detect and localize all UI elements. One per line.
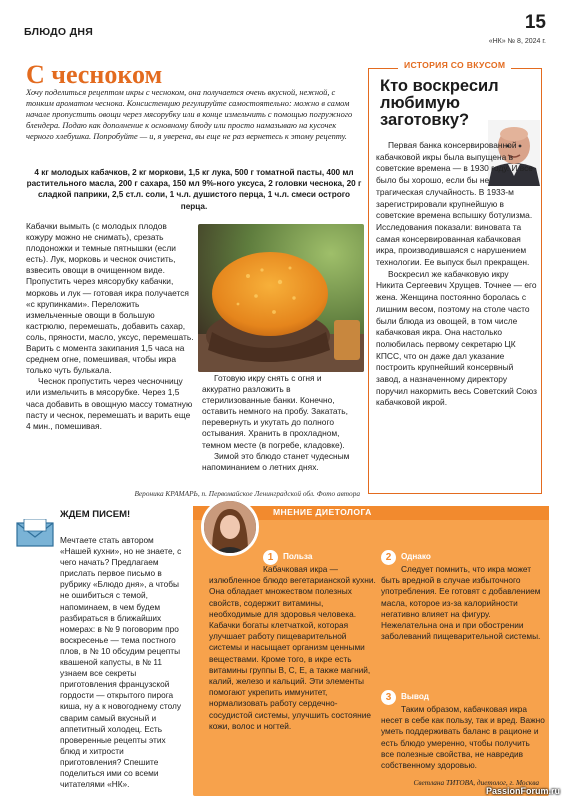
point-3-badge: 3	[381, 690, 396, 705]
dish-photo	[198, 224, 364, 372]
method-paragraph: Зимой это блюдо станет чудесным напоминанием о летних днях.	[202, 450, 350, 472]
letters-box	[0, 505, 190, 800]
dietitian-photo	[201, 498, 259, 556]
dietitian-box	[193, 506, 549, 796]
article-column-2	[202, 373, 360, 473]
point-2-badge: 2	[381, 550, 396, 565]
page-number: 15	[524, 12, 546, 33]
dietitian-title: МНЕНИЕ ДИЕТОЛОГА	[273, 507, 372, 517]
article-column-1	[26, 221, 194, 432]
section-name: БЛЮДО ДНЯ	[24, 26, 94, 38]
sidebar-paragraph: Воскресил же кабачковую икру Никита Сергеевич Хрущев. Точнее — его жена. Женщина постоянно боролась с лишним весом, поэтому на столе часто были блюда из овощей, в том числе кабачковая икра. Она настолько полюбилась первому секретарю ЦК КПСС, что он даже дал указание построить крупнейший консервный завод, а назначенному директору поручил накормить весь Советский Союз кабачковой икрой.	[376, 268, 537, 408]
ingredients: 4 кг молодых кабачков, 2 кг моркови, 1,5 кг лука, 500 г томатной пасты, 400 мл растительного масла, 200 г сахара, 150 мл 9%-ного уксуса, 2 головки чеснока, 20 г сладкой паприки, 2,5 ст.л. соли, 1 ч.л. душистого перца, 1 ч.л. смеси острого перца.	[26, 168, 362, 211]
sidebar-title: Кто воскресил любимую заготовку?	[380, 77, 499, 129]
conclusion-title: Вывод	[401, 692, 429, 701]
letters-title: ЖДЕМ ПИСЕМ!	[60, 509, 131, 520]
page-header	[24, 12, 546, 52]
article-lead: Хочу поделиться рецептом икры с чесноком, она получается очень вкусной, нежной, с тонким ароматом чеснока. Консистенцию регулируйте самостоятельно: можно в самом начале пропустить овощи через мясорубку или в конце измельчить с помощью погружного блендера. Подаю как дополнение к основному блюду или просто намазываю на кусочек черного хлебушка. Попробуйте — и, я уверена, вы еще не раз вернетесь к этому рецепту.	[26, 88, 353, 141]
method-paragraph: Готовую икру снять с огня и аккуратно разложить в стерилизованные банки. Конечно, оставить немного на пробу. Закатать, перевернуть и укутать до полного остывания. Хранить в прохладном, темном месте (в погребе, кладовке).	[202, 373, 348, 450]
sidebar-paragraph: Первая банка консервированной кабачковой икры была выпущена в советские времена — в 1930 году. И все было бы хорошо, если бы не трагическая случайность. В 1933-м зарегистрировали крупнейшую в советские времена вспышку ботулизма. Исследования показали: виновата та самая консервированная кабачковая икра, производившаяся с нарушением технологии. Ее выпуск был прекращен.	[376, 140, 533, 268]
sidebar-tag: ИСТОРИЯ СО ВКУСОМ	[398, 60, 511, 70]
issue-label: «НК» № 8, 2024 г.	[488, 38, 546, 45]
pro-text: Кабачковая икра — излюбленное блюдо вегетарианской кухни. Она обладает множеством полезных свойств, содержит витамины, необходимые для здоровья человека. Кабачки богаты клетчаткой, которая улучшает работу пищеварительной системы и насыщает организм ценными веществами. Кроме того, в икре есть витамины группы В, С, Е, а также магний, калий, железо и кальций. Эти элементы помогают укрепить иммунитет, нормализовать работу сердечно-сосудистой системы, улучшить состояние кожи, волос и ногтей.	[209, 564, 376, 731]
article-title: С чесноком	[26, 60, 163, 89]
conclusion-text: Таким образом, кабачковая икра несет в себе как пользу, так и вред. Важно уметь поддерживать баланс в рационе и есть блюдо умеренно, чтобы получить все полезные свойства, не навредив собственному здоровью.	[381, 704, 545, 771]
method-paragraph: Кабачки вымыть (с молодых плодов кожуру можно не снимать), срезать плодоножки и темные пятнышки (если есть). Лук, морковь и чеснок очистить, взвесить овощи в очищенном виде. Пропустить через мясорубку кабачки, морковь и лук — готовая икра получается «с крупинками». Переложить измельченные овощи в большую кастрюлю, перемешать, добавить сахар, соль, пряности, масло, уксус, перемешать. Варить с момента закипания 1,5 часа на среднем огне, помешивая, чтобы икра только чуть булькала.	[26, 221, 194, 376]
point-1-badge: 1	[263, 550, 278, 565]
method-paragraph: Чеснок пропустить через чесночницу или измельчить в мясорубке. Через 1,5 часа добавить в овощную массу томатную пасту и чеснок, перемешать и варить еще 4 мин., помешивая.	[26, 376, 193, 431]
sidebar-body	[376, 140, 538, 409]
pro-title: Польза	[283, 552, 313, 561]
letters-text: Мечтаете стать автором «Нашей кухни», но не знаете, с чего начать? Предлагаем прислать первое письмо в рубрику «Блюдо дня», а чтобы не ошибиться с темой, напоминаем, в чем будем разбираться в ближайших номерах: в № 9 поговорим про воскресенье — тема постного плов, в № 10 обсудим рецепты квашеной капусты, в № 11 узнаем все секреты приготовления французской гордости — открытого пирога киша, ну а к новогоднему столу сварим самый вкусный и аппетитный холодец. Есть проверенные рецепты этих блюд и хитрости приготовления? Спешите поделиться ими со всеми читателями «НК».	[60, 535, 182, 790]
article-author: Вероника КРАМАРЬ, п. Первомайское Ленинградской обл. Фото автора	[134, 489, 360, 498]
squash-caviar-photo	[198, 224, 364, 372]
dietitian-signature: Светлана ТИТОВА, диетолог, г. Москва	[413, 778, 539, 787]
envelope-icon	[16, 519, 54, 547]
history-sidebar	[368, 60, 542, 501]
watermark: PassionForum.ru	[485, 786, 560, 796]
con-text: Следует помнить, что икра может быть вредной в случае избыточного употребления. Ее готовят с добавлением масла, которое из-за калорийности негативно влияет на фигуру. Нежелательна она и при обострении заболеваний пищеварительной системы.	[381, 564, 541, 642]
con-title: Однако	[401, 552, 431, 561]
